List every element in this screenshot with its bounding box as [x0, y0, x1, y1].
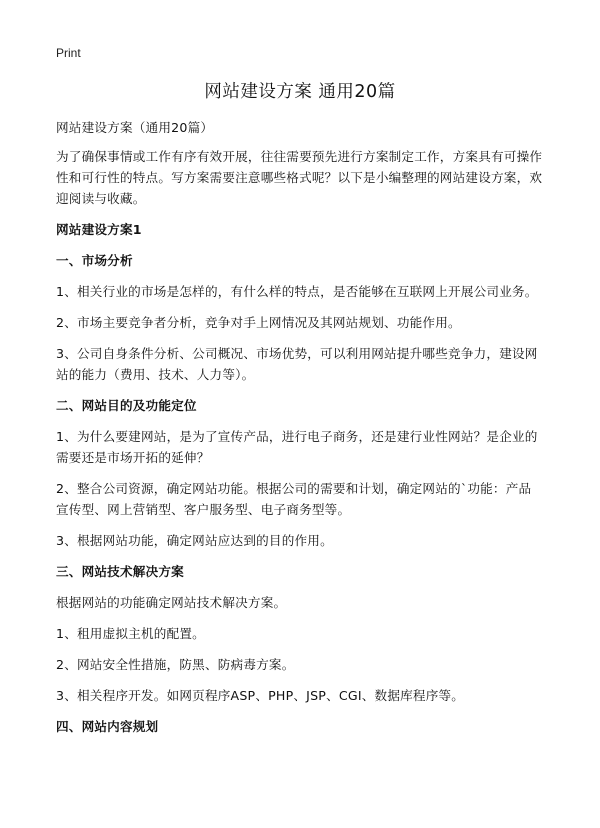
part3-item: 3、相关程序开发。如网页程序ASP、PHP、JSP、CGI、数据库程序等。 — [56, 688, 465, 703]
part4-heading: 四、网站内容规划 — [56, 719, 159, 734]
part2-heading: 二、网站目的及功能定位 — [56, 398, 197, 413]
part2-item: 3、根据网站功能，确定网站应达到的目的作用。 — [56, 533, 333, 548]
part2-item: 2、整合公司资源，确定网站功能。根据公司的需要和计划，确定网站的`功能：产品宣传型、网上营销型、客户服务型、电子商务型等。 — [56, 481, 532, 517]
part1-item: 2、市场主要竞争者分析，竞争对手上网情况及其网站规划、功能作用。 — [56, 315, 461, 330]
part1-heading: 一、市场分析 — [56, 253, 133, 268]
part3-item: 2、网站安全性措施，防黑、防病毒方案。 — [56, 657, 295, 672]
intro-paragraph: 为了确保事情或工作有序有效开展，往往需要预先进行方案制定工作，方案具有可操作性和可行性的特点。写方案需要注意哪些格式呢？以下是小编整理的网站建设方案，欢迎阅读与收藏。 — [56, 149, 543, 206]
part1-item: 3、公司自身条件分析、公司概况、市场优势，可以利用网站提升哪些竞争力，建设网站的能力（费用、技术、人力等）。 — [56, 346, 538, 382]
part1-item: 1、相关行业的市场是怎样的，有什么样的特点，是否能够在互联网上开展公司业务。 — [56, 284, 538, 299]
part2-item: 1、为什么要建网站，是为了宣传产品，进行电子商务，还是建行业性网站？是企业的需要还是市场开拓的延伸？ — [56, 429, 538, 465]
part3-item: 1、租用虚拟主机的配置。 — [56, 626, 205, 641]
document-subtitle: 网站建设方案（通用20篇） — [56, 120, 214, 135]
section-title: 网站建设方案1 — [56, 222, 142, 237]
part3-heading: 三、网站技术解决方案 — [56, 564, 184, 579]
print-label: Print — [56, 46, 81, 60]
document-title: 网站建设方案 通用20篇 — [204, 82, 396, 102]
part3-intro: 根据网站的功能确定网站技术解决方案。 — [56, 595, 287, 610]
